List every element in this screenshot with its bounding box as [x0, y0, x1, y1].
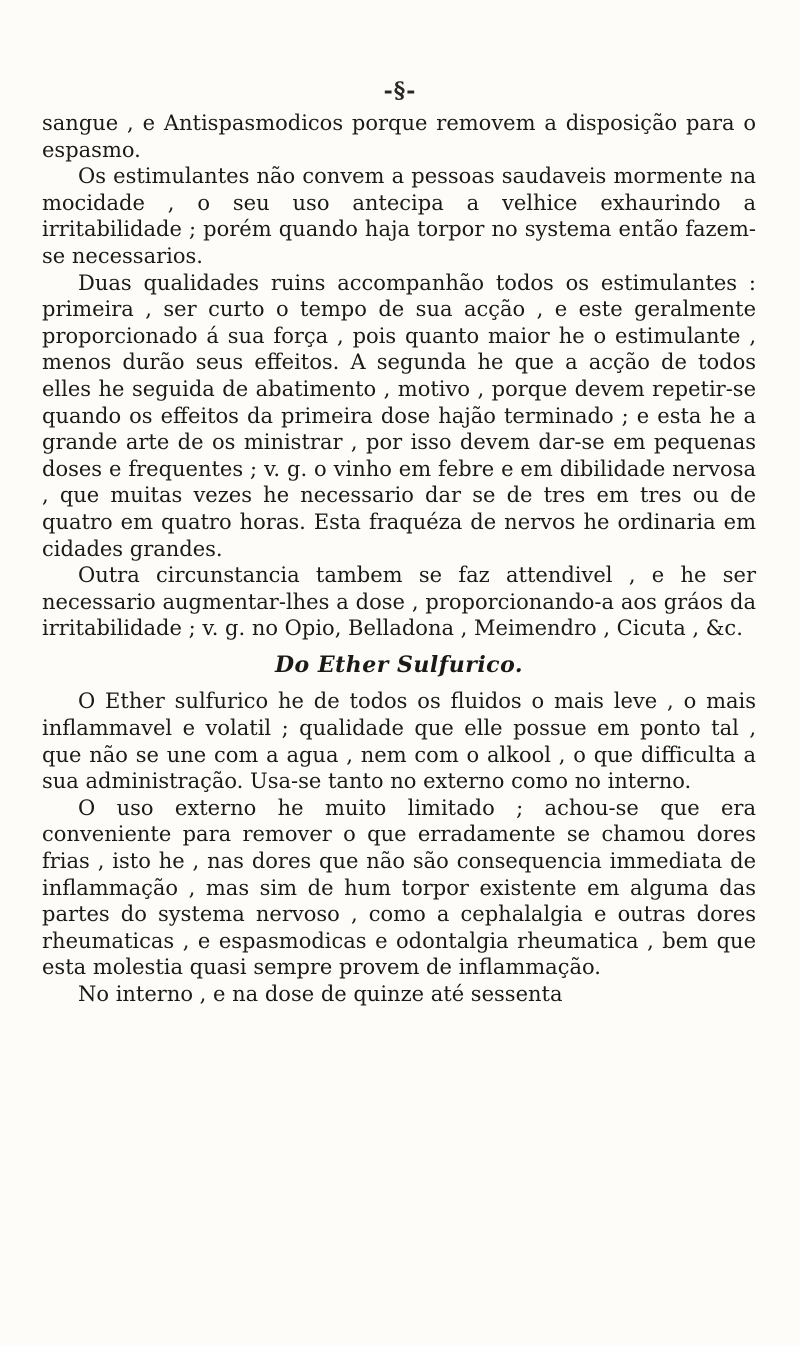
- page-ornament: -§-: [383, 78, 417, 104]
- paragraph-qualidades: Duas qualidades ruins accompanhão todos os estimulantes : primeira , ser curto o tempo de sua acção , e este geralmente proporcionado á sua força , pois quanto maior he o estimulante , menos durão seus effeitos. A segunda he que a acção de todos elles he seguida de abatimento , motivo , porque devem repetir-se quando os effeitos da primeira dose hajão terminado ; e esta he a grande arte de os ministrar , por isso devem dar-se em pequenas doses e frequentes ; v. g. o vinho em febre e em dibilidade nervosa , que muitas vezes he necessario dar se de tres em tres ou de quatro em quatro horas. Esta fraquéza de nervos he ordinaria em cidades grandes.: [42, 270, 756, 561]
- paragraph-ether-intro: O Ether sulfurico he de todos os fluidos o mais leve , o mais inflammavel e volatil ; qualidade que elle possue em ponto tal , que não se une com a agua , nem com o alkool , o que difficulta a sua administração. Usa-se tanto no externo como no interno.: [42, 689, 756, 794]
- section-heading: Do Ether Sulfurico.: [274, 651, 524, 678]
- body-text: [42, 110, 756, 1008]
- paragraph-uso-externo: O uso externo he muito limitado ; achou-se que era conveniente para remover o que erradamente se chamou dores frias , isto he , nas dores que não são consequencia immediata de inflammação , mas sim de hum torpor existente em alguma das partes do systema nervoso , como a cephalalgia e outras dores rheumaticas , e espasmodicas e odontalgia rheumatica , bem que esta molestia quasi sempre provem de inflammação.: [42, 795, 756, 980]
- paragraph-estimulantes: Os estimulantes não convem a pessoas saudaveis mormente na mocidade , o seu uso antecipa a velhice exhaurindo a irritabilidade ; porém quando haja torpor no systema então fazem-se necessarios.: [42, 164, 756, 268]
- paragraph-circunstancia: Outra circunstancia tambem se faz attendivel , e he ser necessario augmentar-lhes a dose , proporcionando-a aos gráos da irritabilidade ; v. g. no Opio, Belladona , Meimendro , Cicuta , &c.: [42, 563, 756, 641]
- paragraph-uso-interno: No interno , e na dose de quinze até sessenta: [78, 982, 563, 1006]
- paragraph-continuation: sangue , e Antispasmodicos porque removem a disposição para o espasmo.: [42, 111, 756, 162]
